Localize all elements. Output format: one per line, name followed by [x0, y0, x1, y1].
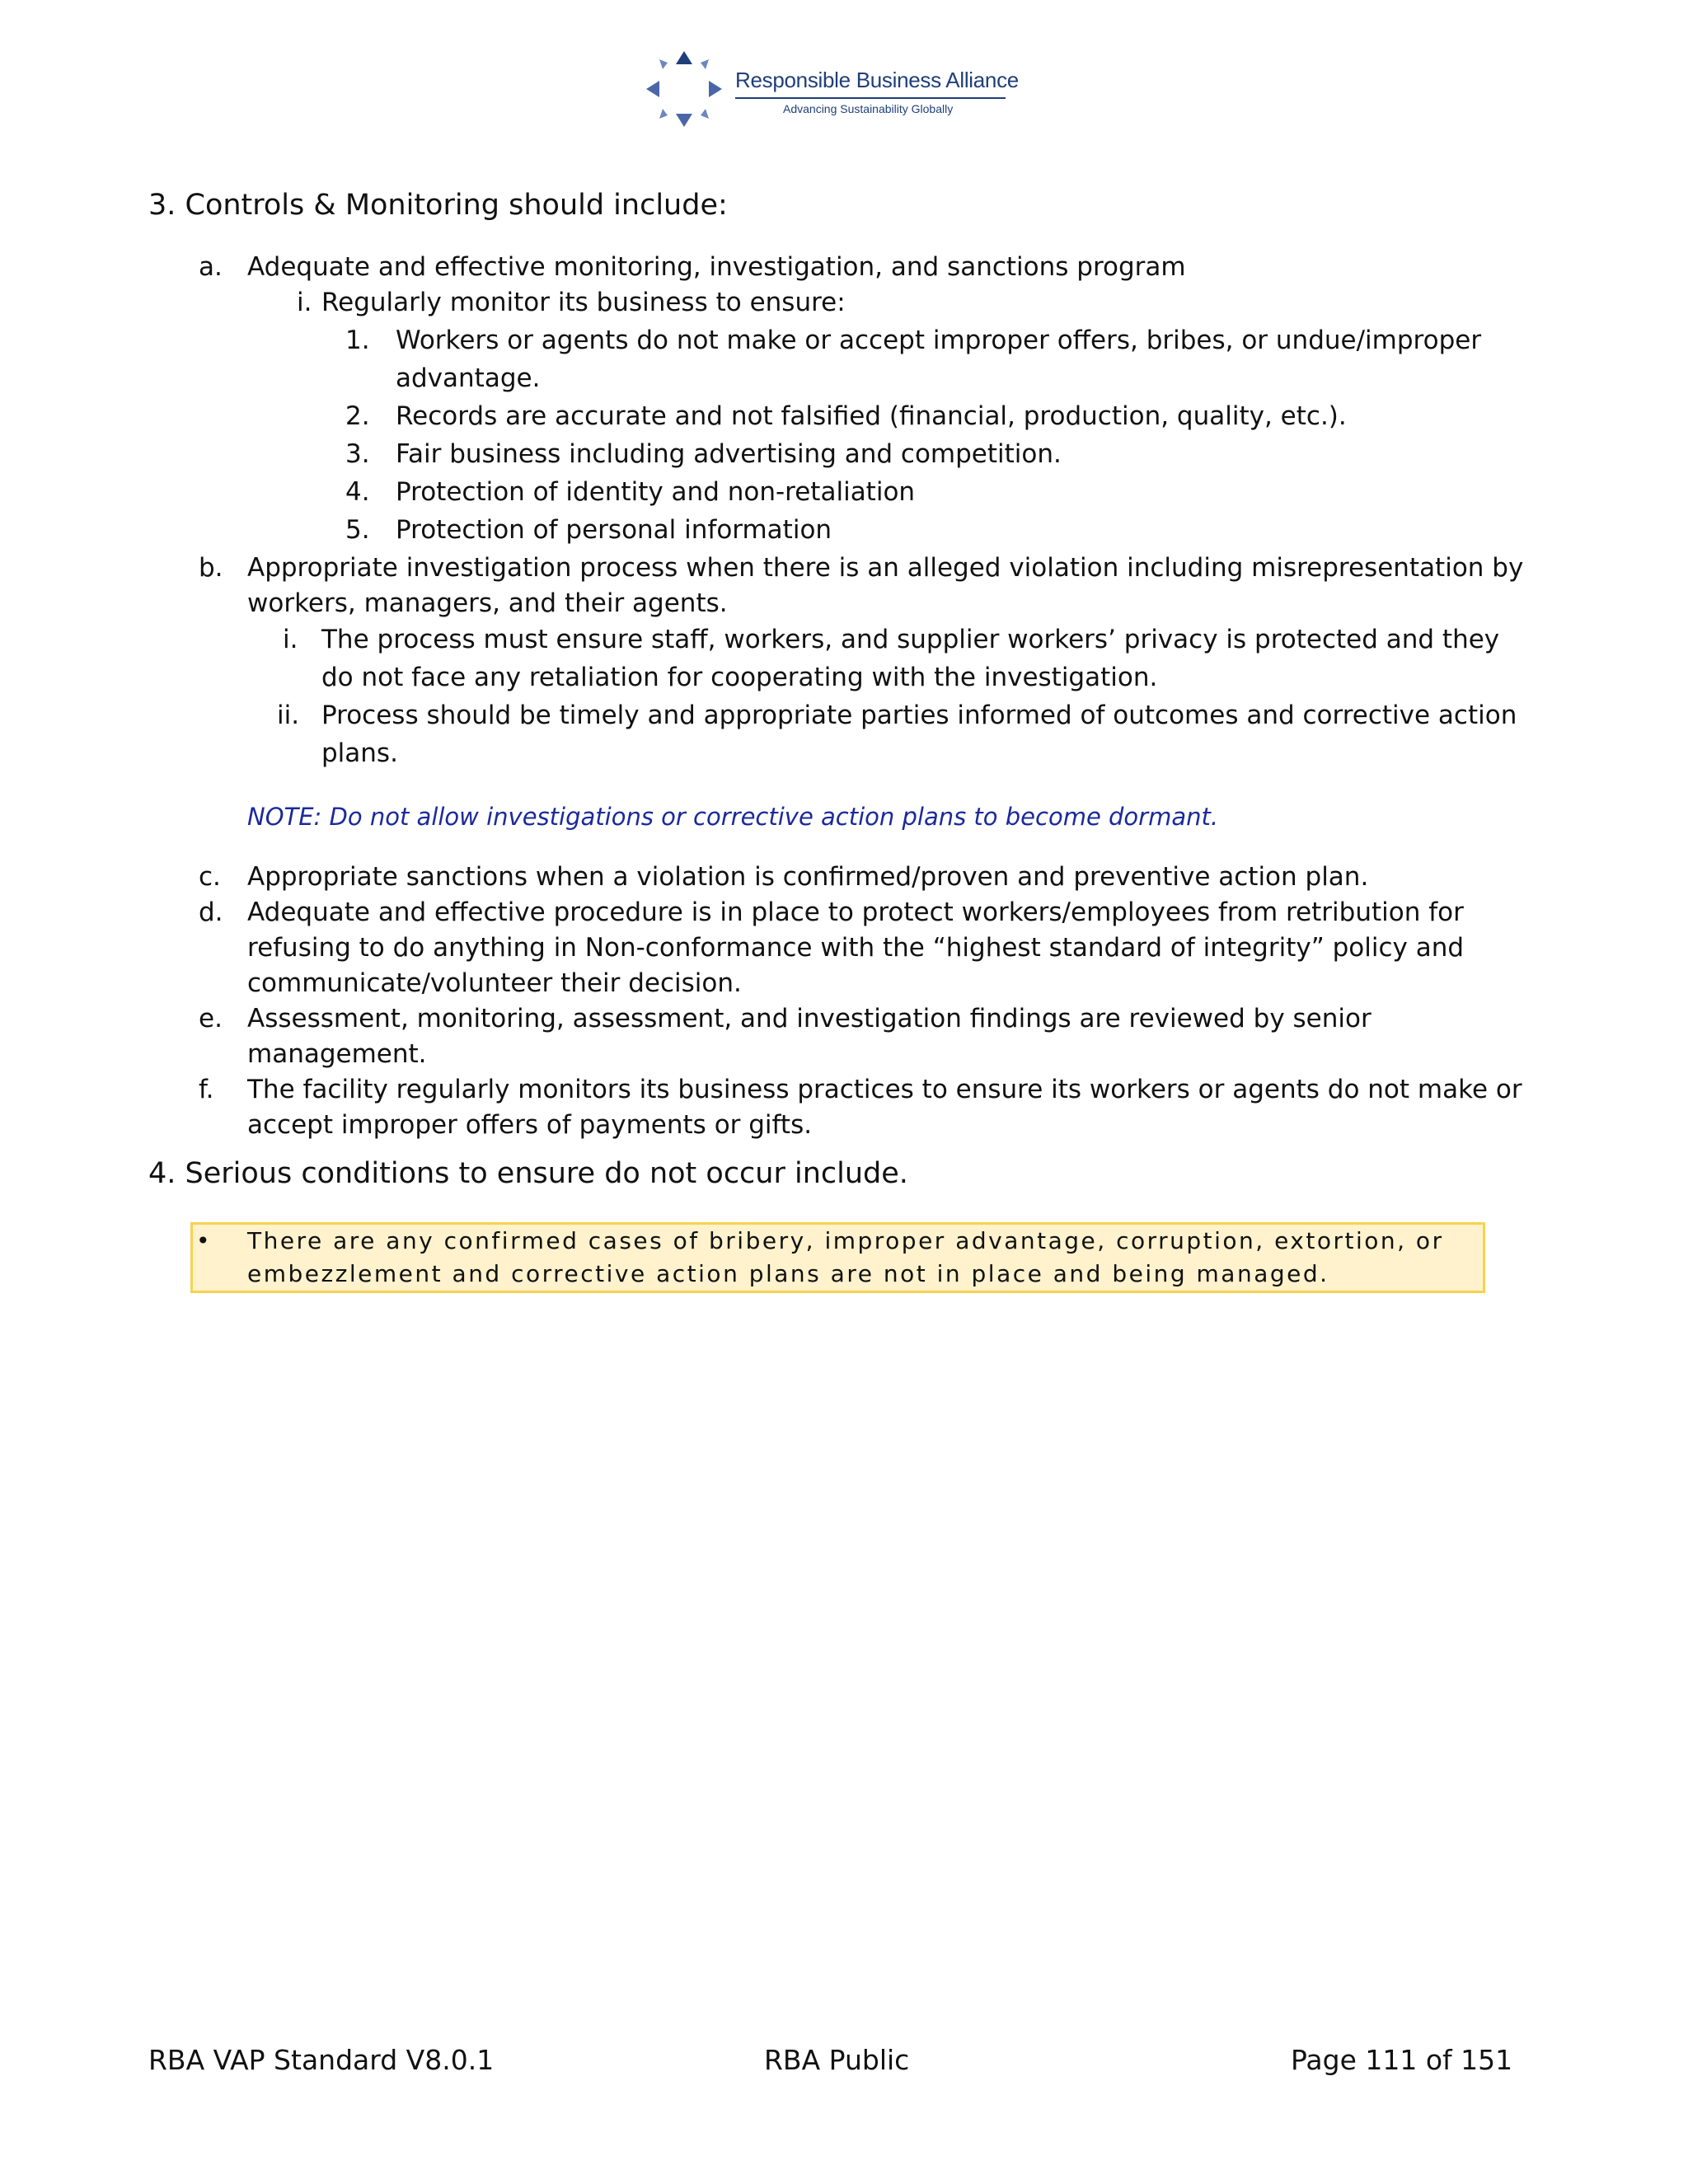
item-b-ii-line: Process should be timely and appropriate parties informed of outcomes and corrective action	[321, 701, 1517, 730]
serious-condition-line: There are any confirmed cases of bribery, improper advantage, corruption, extortion, or	[247, 1227, 1444, 1254]
section-4-heading: 4. Serious conditions to ensure do not occur include.	[148, 1157, 908, 1190]
list-item-line: Protection of identity and non-retaliation	[396, 477, 916, 507]
item-b-i-line: The process must ensure staff, workers, and supplier workers’ privacy is protected and they	[321, 625, 1500, 654]
list-item-marker: 1.	[345, 326, 370, 355]
item-e-line: Assessment, monitoring, assessment, and investigation findings are reviewed by senior	[247, 1004, 1372, 1033]
list-item-line: Workers or agents do not make or accept improper offers, bribes, or undue/improper	[396, 326, 1482, 355]
list-item-line: Fair business including advertising and competition.	[396, 439, 1062, 469]
logo-name: Responsible Business Alliance	[735, 68, 1019, 92]
item-b-line: workers, managers, and their agents.	[247, 588, 728, 618]
list-item-line: Records are accurate and not falsified (financial, production, quality, etc.).	[396, 401, 1347, 431]
item-e-marker: e.	[199, 1004, 223, 1033]
item-e-line: management.	[247, 1039, 427, 1069]
list-item-line: Protection of personal information	[396, 515, 832, 545]
list-item-marker: 3.	[345, 439, 370, 469]
item-a-text: Adequate and effective monitoring, investigation, and sanctions program	[247, 252, 1186, 282]
item-b-marker: b.	[199, 553, 223, 583]
item-b-ii-marker: ii.	[277, 701, 300, 730]
item-d-marker: d.	[199, 898, 223, 927]
section-3-heading: 3. Controls & Monitoring should include:	[148, 189, 728, 222]
item-b-i-line: do not face any retaliation for cooperating with the investigation.	[321, 663, 1158, 692]
bullet-icon: •	[196, 1227, 210, 1254]
footer-classification: RBA Public	[764, 2044, 910, 2076]
item-f-line: accept improper offers of payments or gifts.	[247, 1110, 813, 1140]
logo-divider	[735, 97, 1006, 99]
item-a-marker: a.	[199, 252, 223, 282]
item-f-marker: f.	[199, 1075, 214, 1104]
item-b-ii-line: plans.	[321, 738, 398, 768]
logo-tagline: Advancing Sustainability Globally	[783, 102, 954, 115]
serious-condition-line: embezzlement and corrective action plans are not in place and being managed.	[247, 1260, 1329, 1287]
item-d-line: Adequate and effective procedure is in place to protect workers/employees from retribution for	[247, 898, 1464, 927]
item-d-line: communicate/volunteer their decision.	[247, 968, 742, 998]
item-c-line: Appropriate sanctions when a violation is confirmed/proven and preventive action plan.	[247, 862, 1369, 892]
list-item-marker: 2.	[345, 401, 370, 431]
list-item-marker: 5.	[345, 515, 370, 545]
item-d-line: refusing to do anything in Non-conformance with the “highest standard of integrity” policy and	[247, 933, 1465, 963]
rba-compass-icon	[643, 48, 725, 130]
item-f-line: The facility regularly monitors its business practices to ensure its workers or agents do not make or	[247, 1075, 1522, 1104]
footer-doc-title: RBA VAP Standard V8.0.1	[148, 2044, 495, 2076]
footer-page-number: Page 111 of 151	[1291, 2044, 1513, 2076]
item-b-i-marker: i.	[283, 625, 298, 654]
list-item-marker: 4.	[345, 477, 370, 507]
list-item-line: advantage.	[396, 363, 541, 393]
rba-logo	[643, 48, 1019, 134]
item-c-marker: c.	[199, 862, 221, 892]
item-b-line: Appropriate investigation process when there is an alleged violation including misrepresentation by	[247, 553, 1524, 583]
item-a-i-text: Regularly monitor its business to ensure:	[321, 288, 846, 317]
note-text: NOTE: Do not allow investigations or corrective action plans to become dormant.	[247, 803, 1219, 831]
item-a-i-marker: i.	[297, 288, 312, 317]
